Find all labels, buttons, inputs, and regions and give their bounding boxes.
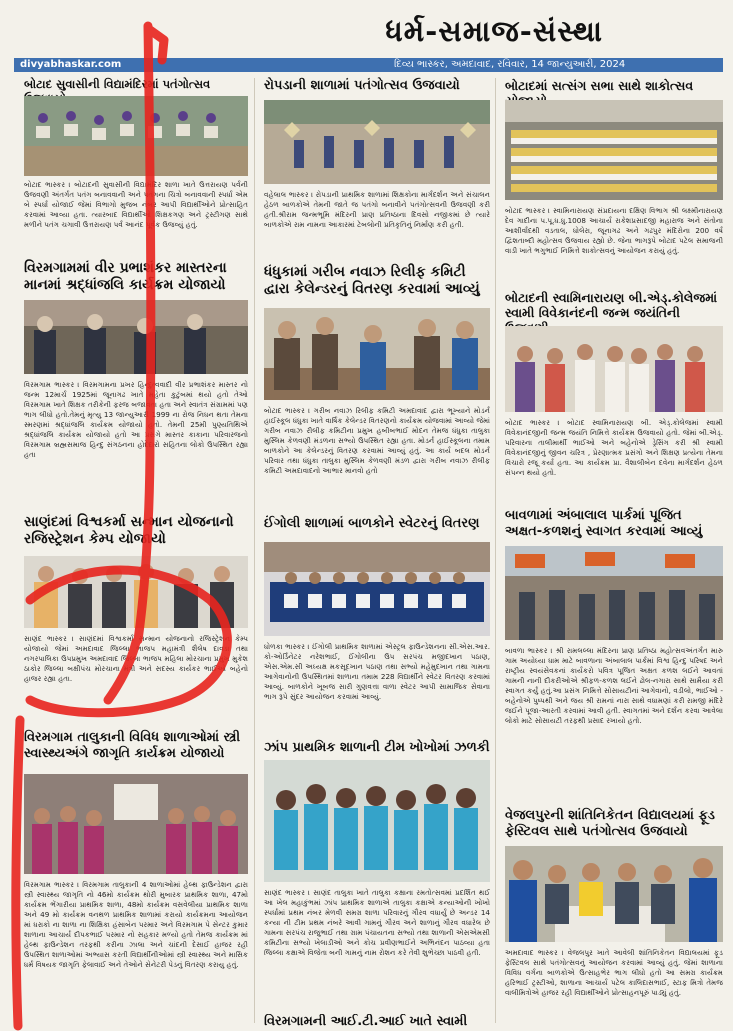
article-b3 bbox=[264, 516, 490, 734]
section-title: ધર્મ-સમાજ-સંસ્થા bbox=[385, 14, 603, 48]
article-body: બાવળા ભાસ્કર । શ્રી રામલલ્લા મંદિરના પ્રાણ પ્રતિષ્ઠા મહોત્સવઅંતર્ગત મારુ ગામ અયોધ્યા ધામ માટે બાવળાના અંબાલાલ પાર્કમાં વિશ્વ હિન્દુ પરિષદ અને રાષ્ટ્રીય સ્વયંસેવકનાં કાર્યકરો પવિત્ર પૂજિત અક્ષત કળશ લઈને આવતાં ગામની નાની દીકરીઓએ શ્રીફળ-કળશ લઈને ઢોલ-નગારા સાથે સામૈયા કરી સ્વાગત કર્યું હતું.આ પ્રસંગ નિમિત્તે સોસાયટીનાં આગેવાનો, વડીલો, ભાઈઓ - બહેનોએ પુષ્પથી અને જય શ્રી રામનાં નારા સાથે વધામણાં કરી રામજી મંદિરે જઈને પૂજા-આરતી કરવામાં આવી હતી. સ્વાગતમાં અને દર્શન કરવા આવેલા લોકો માટે સોસાયટી તરફથી પ્રસાદ રખાયો હતો. bbox=[505, 646, 723, 725]
article-body: વિરમગામ ભાસ્કર । વિરમગામ તાલુકાની 4 શાળાઓમાં હેલ્થ ફાઉન્ડેશન દ્વારા સ્ત્રી સ્વાસ્થ્ય જાગૃતિ નો 46મો કાર્યક્રમ થોરી મુબારક પ્રાથમિક શાળા, 47મો કાર્યક્રમ ભેંગારીયા પ્રાથમિક શાળા, 48મો કાર્યક્રમ વસવેલીયા પ્રાથમિક શાળા અને 49 મો કાર્યક્રમ વનથળ પ્રાથમિક શાળામાં કરાયો કાર્યક્રમના આયોજન માં ધરાકો ના શાળા ના શિક્ષિકા હંસાબેન પરમાર અને વિરમગામ પે સેન્ટર કુમાર શાળાના આચાર્ય દીપકભાઈ પરમાર નો સહકાર મળ્યો હતો તેમજ કાર્યક્રમ માં હેલ્થ ફાઉન્ડેશન તરફથી કરીના ઝાલા અને ચાંદની દેસાઈ હાજર રહી ઉપસ્થિત શાળાઓમાં અભ્યાસ કરતી વિદ્યાર્થીનીઓમાં સ્ત્રી સ્વાસ્થ્ય અને માસિક ધર્મ વિષયક જાગૃતિ ફેલાવાઈ અને તેઓને સેનેટરી પેડનું વિતરણ કરાયુ હતું. bbox=[24, 880, 248, 969]
article-body: સાણંદ ભાસ્કર । સાણંદમાં વિશ્વકર્મા સન્માન યોજનાનો રજિસ્ટ્રેશન કેમ્પ યોજાયો જેમાં અમદાવાદ જિલ્લા ભાજપ મહામંત્રી શૈલેષ દાવડા તથા નગરપાલિકા ઉપપ્રમુખ અમદાવાદ જિલ્લા ભાજપ મહિલા મોરચાના પ્રમુખ મુકેશ ઠાકોર જિલ્લા બક્ષીપંચ મોરચાના મંત્રી અને સદસ્ય કાર્યકર ભાઈઓ બહેનો હાજર રહ્યા હતા. bbox=[24, 634, 248, 683]
photo-registration-camp bbox=[24, 556, 248, 628]
masthead bbox=[14, 0, 723, 70]
headline: સાણંદમાં વિશ્વકર્મા સન્માન યોજનાનો રજિસ્ટ્રેશન કેમ્પ યોજાયો bbox=[24, 514, 234, 547]
column-rule bbox=[495, 78, 496, 1023]
photo-sweater-distribution bbox=[264, 542, 490, 636]
headline: બાવળામાં અંબાલાલ પાર્કમાં પૂજિત અક્ષત-કળશનું સ્વાગત કરવામાં આવ્યું bbox=[505, 508, 703, 539]
article-a2 bbox=[24, 260, 248, 508]
article-body: બોટાદ ભાસ્કર । ગરીબ નવાઝ રિલીફ કમિટી અમદાવાદ દ્વારા ભૂખ્યાને મોડર્ન હાઈસ્કૂલ ધંધુકા ખાતે વાર્ષિક કેલેન્ડર વિતરણનો કાર્યક્રમ યોજવામાં આવ્યો જેમાં ગરીબ નવાઝ રીલીફ કમિટીના પ્રમુખ હબીબભાઈ મોદન તેમજ ધંધુકા તાલુકા મુસ્લિમ કેળવણી મંડળના સભ્યો ઉપસ્થિત રહ્યા હતા. મોડર્ન હાઈસ્કૂલના તમામ બાળકોને આ કેલેન્ડરનું વિતરણ કરવામાં આવ્યું હતું. આ કાર્ય બદલ મોડર્ન પરિવાર તથા ધંધુકા તાલુકા મુસ્લિમ કેળવણી મંડળ દ્વારા ગરીબ નવાઝ રીલીફ કમિટી અમદાવાદનો આભાર માનવો હતો bbox=[264, 406, 490, 475]
masthead-bar bbox=[14, 58, 723, 72]
headline: બોટાદની સ્વામિનારાયણ બી.એડ્.કોલેજમાં સ્વામી વિવેકાનંદની જન્મ જયંતિની bbox=[505, 290, 718, 320]
headline: વેજલપુરની શાંતિનિકેતન વિદ્યાલયમાં ફૂડ ફેસ્ટિવલ સાથે પતંગોત્સવ ઉજવાયો bbox=[505, 808, 715, 839]
photo-food-festival bbox=[505, 846, 723, 942]
headline: વિરમગામની આઈ.ટી.આઈ ખાતે સ્વામી bbox=[264, 1014, 468, 1029]
headline: રોપડાની શાળામાં પતંગોત્સવ ઉજવાયો bbox=[264, 78, 460, 93]
photo-vivekananda-jayanti bbox=[505, 326, 723, 412]
column-rule bbox=[254, 78, 255, 1023]
article-c3 bbox=[505, 508, 723, 804]
photo-akshat-kalash bbox=[505, 546, 723, 640]
article-a4 bbox=[24, 730, 248, 1025]
photo-health-awareness bbox=[24, 774, 248, 874]
photo-kho-kho-team bbox=[264, 760, 490, 882]
headline: બોટાદમાં સત્સંગ સભા સાથે શાકોત્સવ bbox=[505, 78, 694, 93]
article-body: વિરમગામ ભાસ્કર । વિરમગામના પ્રખર હિન્દુત્વવાદી વીર પ્રભાશંકર માસ્તર નો જન્મ 12માર્ચ 1925માં જૂનાગઢ ખાતે મહેતા કુટુંબમાં થયો હતો તેઓ વિરમગામ ખાતે શિક્ષક તરીકેની ફરજ બજાવતા હતા અને સ્વાતંત્ર સંગ્રામમાં પણ ભાગ લીધો હતો.તેમનું મૃત્યુ 13 જાન્યુઆરી 1999 ના રોજ નિધન થતા તેમના સ્મરણમાં શ્રદ્ધાંજલિ કાર્યક્રમ યોજાયો હતો. તેમની 25મી પુણ્યતિથિએ શ્રદ્ધાંજલિ કાર્યક્રમ યોજાયો હતો આ પ્રસંગે માસ્તર કાકાના પરિવારજનો વિરમગામ બ્રહ્મસમાજ હિન્દુ સંગઠનના હોદેદારો સહિતના લોકો ઉપસ્થિત રહ્યા હતા bbox=[24, 380, 248, 459]
article-body: બોટાદ ભાસ્કર । બોટાદ સ્વામિનારાયણ બી. એડ્.કોલેજમાં સ્વામી વિવેકાનંદજીની જન્મ જયંતિ નિમિત્તે કાર્યક્રમ ઉજવાયો હતો. જેમાં બી.એડ્. પરિવારના તાલીમાર્થી ભાઈઓ અને બહેનોએ ડ્રેસિંગ કરી શ્રી સ્વામી વિવેકાનંદજીનું જીવન ચરિત્ર , પ્રેરણાત્મક પ્રસંગો અને શિક્ષણ પ્રત્યેના તેમના વિચારો રજૂ કર્યા હતા. આ કાર્યક્રમ પ્રા. વૈશાલીબેન દવેના માર્ગદર્શન હેઠળ સંપન્ન થયો હતો. bbox=[505, 418, 723, 477]
headline: ઝાંપ પ્રાથમિક શાળાની ટીમ ખોખોમાં ઝળકી bbox=[264, 740, 490, 755]
site-name[interactable]: divyabhaskar.com bbox=[20, 59, 122, 70]
article-body: સાણંદ ભાસ્કર । સાણંદ તાલુકા ખાતે તાલુકા કક્ષાના રમતોત્સવમાં પ્રદર્શિત થઈ આ ખેલ મહાકુંભમાં ઝાંપ પ્રાથમિક શાળાએ તાલુકા કક્ષાએ કન્યાઓની ખોખો સ્પર્ધામાં પ્રથમ નંબર મેળવી સમગ્ર શાળા પરિવારનું ગૌરવ વધાર્યું છે અન્ડર 14 કન્યા ની ટીમ પ્રથમ નંબરે આવી ગામનું ગૌરવ અને શાળાનું ગૌરવ વધારેલ છે ગામના સરપંચ રાજુભાઈ તથા ગ્રામ પંચાયતના સભ્યો તથા શાળાની એસએમસી કમિટીના સભ્યો ખેલાડીઓ અને કોચ પ્રવીણભાઈને અભિનંદન પાઠવ્યા હતા જિલ્લા કક્ષાએ વિજેતા બની ગામનું નામ રોશન કરે તેવી શુભેચ્છા પાઠવી હતી. bbox=[264, 888, 490, 957]
article-body: અમદાવાદ ભાસ્કર । વેજલપુર ખાતે આવેલી શાંતિનિકેતન વિદ્યાલયમાં ફૂડ ફેસ્ટિવલ સાથે પતંગોત્સવનું આયોજન કરવામાં આવ્યું હતું. જેમાં શાળાના વિવિધ વર્ગના બાળકોએ ઉત્સાહભેર ભાગ લીધો હતો આ સમગ્ર કાર્યક્રમ હરિભાઈ ટ્રસ્ટીઓ, શાળાના આચાર્ય પટેલ કાલિદાસભાઈ, સ્ટાફ મિત્રો તેમજ વાલીમિત્રોએ હાજર રહી વિદ્યાર્થીઓને પ્રોત્સાહનપૂરું પાડ્યું હતું. bbox=[505, 948, 723, 997]
photo-ropda-kites bbox=[264, 100, 490, 184]
article-b5 bbox=[264, 1014, 490, 1031]
article-body: વહેલાલ ભાસ્કર । રોપડાની પ્રાથમિક શાળામાં શિક્ષકોના માર્ગદર્શન અને સંચાલન હેઠળ બાળકોએ તેમની જાતે જ પતંગો બનાવીને પતંગોત્સવની ઉજવણી કરી હતી.શ્રીરામ જન્મભૂમિ મંદિરની પ્રાણ પ્રતિષ્ઠાના દિવસો નજીકમાં છે ત્યારે બાળકોએ રામ નામના આકારમાં ટેબલોની પ્રતિકૃતિનું નિર્માણ કરી હતી. bbox=[264, 190, 490, 229]
edition-line: દિવ્ય ભાસ્કર, અમદાવાદ, રવિવાર, 14 જાન્યુઆરી, 2024 bbox=[394, 59, 626, 70]
headline: વિરમગામ તાલુકાની વિવિધ શાળાઓમાં સ્ત્રી સ્વાસ્થ્યઅંગે જાગૃતિ કાર્યક્રમ યોજાયો bbox=[24, 730, 241, 761]
article-b2 bbox=[264, 264, 490, 512]
photo-tribute bbox=[24, 300, 248, 374]
photo-calendar-distribution bbox=[264, 308, 490, 400]
article-body: બોટાદ ભાસ્કર । બોટાદની સુવાસીની વિદ્યામંદિર શાળા ખાતે ઉત્તરાયણ પર્વની ઉજવણી અંતર્ગત પતંગ બનાવવાની અને પતંગના ચિત્રો બનાવવાની સ્પર્ધા એમ બે સ્પર્ધા યોજાઈ જેમાં વિભાગો મુજબ નંબર આપી વિદ્યાર્થીઓને પ્રોત્સાહિત કરવામાં આવ્યા હતા. ત્યારબાદ વિદ્યાર્થીઓ શિક્ષકગણ અને ટ્રસ્ટીગણ સાથે મળીને પતંગ ચગાવી ઉત્તરાયણ પર્વ આનંદ પૂર્વક ઉજવ્યું હતું. bbox=[24, 180, 248, 229]
headline: વિરમગામમાં વીર પ્રભાશંકર માસ્તરના માનમાં શ્રદ્ધાંજલિ કાર્યક્રમ યોજાયો bbox=[24, 260, 227, 293]
article-b1 bbox=[264, 78, 490, 260]
headline: બોટાદ સુવાસીની વિદ્યામંદિરમાં પતંગોત્સવ bbox=[24, 77, 211, 91]
article-body: ધોળકા ભાસ્કર । ઈંગોલી પ્રાથમિક શાળામાં એસ્ટ્રલ ફાઉન્ડેશનના સી.એસ.આર. કો-ઓર્ડિનેટર નરેશભાઈ, ઈંગોલીના ઉપ સરપંચ મજીદખાન પઠાણ, એસ.એમ.સી અધ્યક્ષ મકસૂદખાન પઠાણ તથા સભ્યો મહેમુદખાન તથા ગામના આગેવાનોની ઉપસ્થિતમાં શાળાના તમામ 228 વિદ્યાર્થીને સ્વેટર વિતરણ કરવામાં આવ્યું. બાળકોને ખૂબજ સારી ગુણવત્તા વાળા સ્વેટર આપી સામાજિક સેવાના ભાગ રૂપે સુંદર આયોજન કરવામાં આવ્યું. bbox=[264, 642, 490, 701]
article-a1 bbox=[24, 78, 248, 258]
article-b4 bbox=[264, 740, 490, 1012]
photo-kite-festival bbox=[24, 96, 248, 176]
headline: ધંધુકામાં ગરીબ નવાઝ રિલીફ કમિટી દ્વારા કેલેન્ડરનું વિતરણ કરવામાં આવ્યું bbox=[264, 264, 480, 297]
article-c2 bbox=[505, 290, 723, 504]
article-c1 bbox=[505, 78, 723, 284]
article-c4 bbox=[505, 808, 723, 1028]
article-body: બોટાદ ભાસ્કર । સ્વામિનારાયણ સંપ્રદાયના દક્ષિણ વિભાગ શ્રી લક્ષ્મીનારાયણ દેવ ગાદીના પ.પૂ.ધ.ધુ.1008 આચાર્ય રાકેશપ્રસાદજી મહારાજ અને સંતોના આશીર્વાદથી વડતાલ, ધોલેરા, જૂનાગઢ અને ગઢપુર મંદિરોના 200 વર્ષ દ્વિશતાબ્દી મહોત્સવ ઉજવાય રહ્યો છે. જેના ભાગરૂપે બોટાદ પટેલ સમાજની વાડી ખાતે ભગુભાઈ નિમિત્તે શાકોત્સવનું આયોજન કરાયું હતું. bbox=[505, 206, 723, 255]
photo-shakotsav bbox=[505, 100, 723, 200]
article-a3 bbox=[24, 514, 248, 728]
headline: ઈંગોલી શાળામાં બાળકોને સ્વેટરનું વિતરણ bbox=[264, 516, 480, 531]
